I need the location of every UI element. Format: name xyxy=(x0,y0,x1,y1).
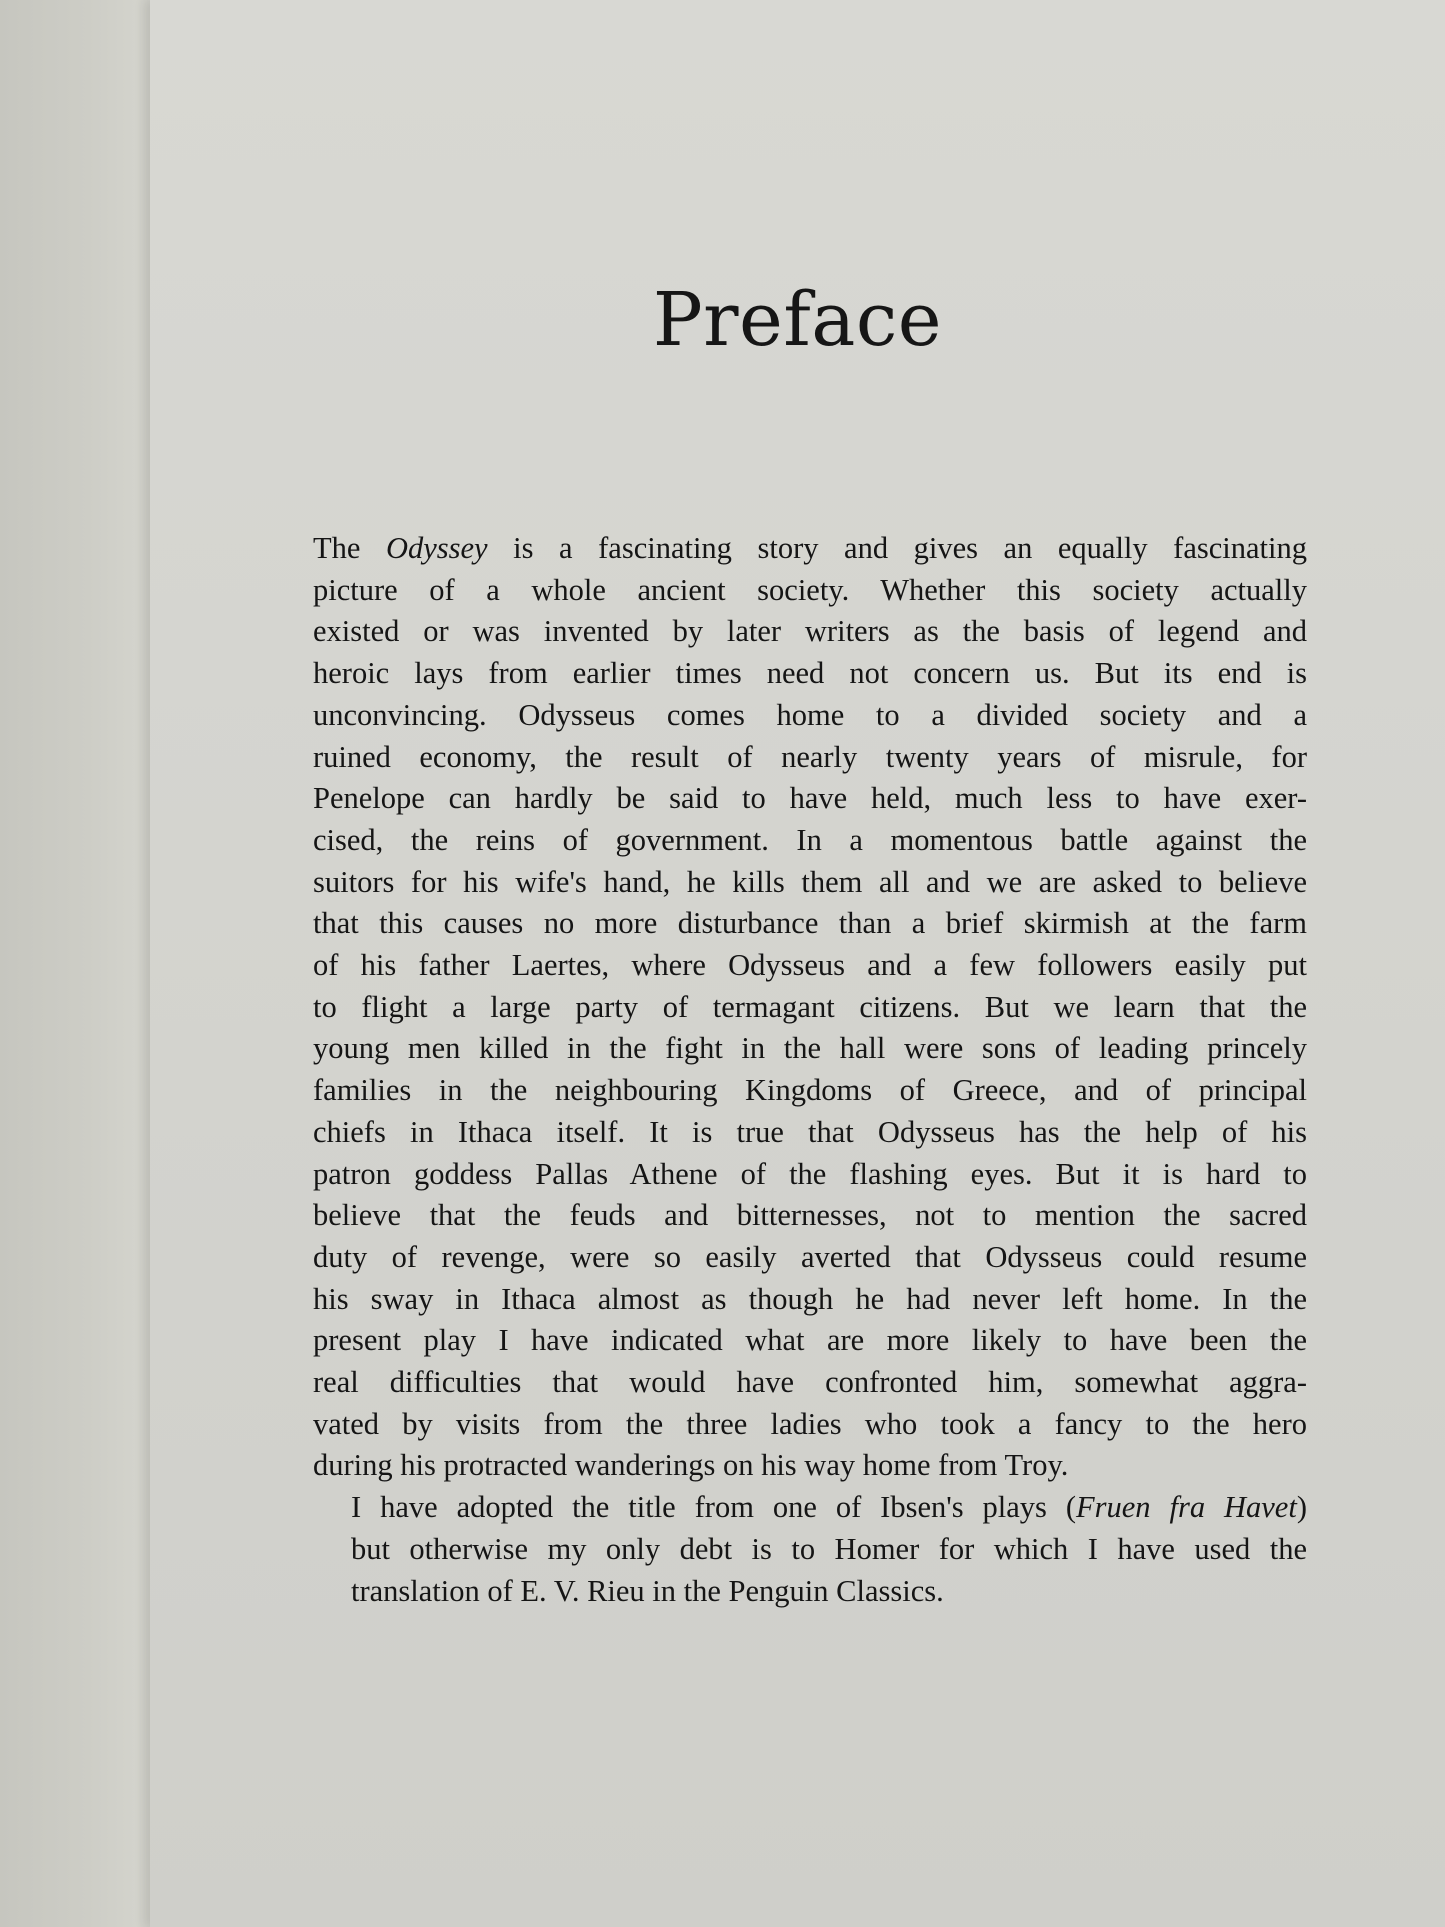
text-line xyxy=(313,1279,1307,1321)
text-run: suitors for his wife's hand, he kills them all and we are asked to believe xyxy=(313,864,1307,899)
text-run: picture of a whole ancient society. Whether this society actually xyxy=(313,572,1307,607)
text-line xyxy=(313,1320,1307,1362)
page-title: Preface xyxy=(652,277,943,363)
text-run: but otherwise my only debt is to Homer for which I have used the xyxy=(351,1531,1307,1566)
text-run: present play I have indicated what are more likely to have been the xyxy=(313,1323,1307,1358)
text-line xyxy=(313,1070,1307,1112)
text-line xyxy=(313,737,1307,779)
text-run: heroic lays from earlier times need not concern us. But its end is xyxy=(313,656,1307,691)
text-line xyxy=(313,1487,1307,1529)
text-run: is a fascinating story and gives an equally fascinating xyxy=(487,531,1307,565)
text-run: young men killed in the fight in the hall were sons of leading princely xyxy=(313,1031,1307,1066)
text-run: cised, the reins of government. In a momentous battle against the xyxy=(313,822,1307,857)
text-run: to flight a large party of termagant citizens. But we learn that the xyxy=(313,989,1307,1024)
text-line xyxy=(313,1195,1307,1237)
text-line xyxy=(313,820,1307,862)
book-gutter xyxy=(0,0,160,1927)
text-line xyxy=(313,1154,1307,1196)
paragraph xyxy=(313,1487,1307,1612)
text-line xyxy=(313,1028,1307,1070)
text-line xyxy=(313,1404,1307,1446)
text-run: unconvincing. Odysseus comes home to a divided society and a xyxy=(313,697,1307,732)
text-run: duty of revenge, were so easily averted that Odysseus could resume xyxy=(313,1239,1307,1274)
text-line xyxy=(313,1237,1307,1279)
text-run: believe that the feuds and bitternesses, not to mention the sacred xyxy=(313,1198,1307,1233)
italic-title: Fruen fra Havet xyxy=(1076,1490,1297,1525)
paragraph xyxy=(313,528,1307,1487)
preface-body xyxy=(313,528,1307,1612)
text-run: real difficulties that would have confronted him, somewhat aggra- xyxy=(313,1365,1307,1400)
text-run: that this causes no more disturbance than a brief skirmish at the farm xyxy=(313,906,1307,941)
text-line xyxy=(313,778,1307,820)
text-run: patron goddess Pallas Athene of the flashing eyes. But it is hard to xyxy=(313,1156,1307,1191)
text-run: during his protracted wanderings on his way home from Troy. xyxy=(313,1448,1069,1483)
text-line xyxy=(313,570,1307,612)
text-run: existed or was invented by later writers as the basis of legend and xyxy=(313,614,1307,649)
text-line xyxy=(313,611,1307,653)
text-line xyxy=(313,695,1307,737)
text-line xyxy=(313,528,1307,570)
text-line xyxy=(313,862,1307,904)
text-run: ruined economy, the result of nearly twenty years of misrule, for xyxy=(313,739,1307,774)
text-run: translation of E. V. Rieu in the Penguin Classics. xyxy=(351,1573,944,1608)
text-line xyxy=(313,1571,1307,1613)
text-run: of his father Laertes, where Odysseus and a few followers easily put xyxy=(313,948,1307,983)
text-run: ) xyxy=(1296,1490,1307,1525)
text-run: Penelope can hardly be said to have held, much less to have exer- xyxy=(313,781,1307,816)
text-line xyxy=(313,945,1307,987)
text-line xyxy=(313,1362,1307,1404)
text-line xyxy=(313,903,1307,945)
text-run: I have adopted the title from one of Ibsen's plays ( xyxy=(351,1490,1076,1525)
text-run: chiefs in Ithaca itself. It is true that Odysseus has the help of his xyxy=(313,1114,1307,1149)
text-line xyxy=(313,1529,1307,1571)
text-run: The xyxy=(313,531,386,565)
text-line xyxy=(313,987,1307,1029)
text-line xyxy=(313,1112,1307,1154)
text-run: families in the neighbouring Kingdoms of Greece, and of principal xyxy=(313,1073,1307,1108)
text-line xyxy=(313,653,1307,695)
text-run: vated by visits from the three ladies who took a fancy to the hero xyxy=(313,1406,1307,1441)
text-line xyxy=(313,1445,1307,1487)
italic-title: Odyssey xyxy=(385,531,488,565)
text-run: his sway in Ithaca almost as though he had never left home. In the xyxy=(313,1281,1307,1316)
